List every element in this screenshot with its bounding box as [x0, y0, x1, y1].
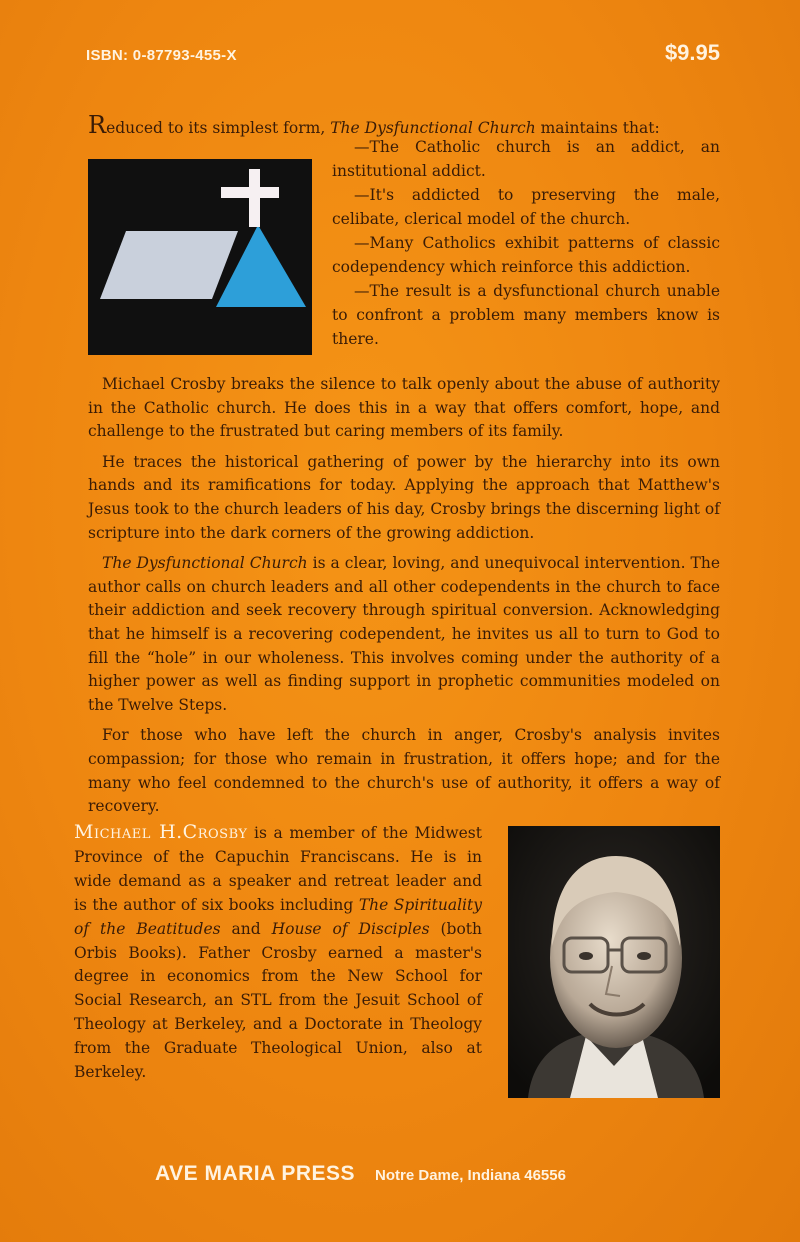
author-name: Michael H.Crosby — [74, 821, 248, 843]
author-photo — [508, 826, 720, 1098]
paragraph-3-text: is a clear, loving, and unequivocal intervention. The author calls on church leaders and all other codependents in the church to face their addiction and seek recovery through spiritual conversion. Acknowledging that he himself is a recovering codependent, he invites us all to turn to God to fill the “hole” in our wholeness. This involves coming under the authority of a higher power as well as finding support in prophetic communities modeled on the Twelve Steps. — [88, 554, 720, 714]
paragraph-1: Michael Crosby breaks the silence to talk openly about the abuse of authority in the Catholic church. He does this in a way that offers comfort, hope, and challenge to the frustrated but caring members of its family. — [88, 375, 720, 441]
isbn-label: ISBN: 0-87793-455-X — [86, 47, 237, 64]
publisher-logo-image — [88, 159, 312, 355]
bio-book-2: House of Disciples — [271, 919, 430, 938]
paragraph-4: For those who have left the church in anger, Crosby's analysis invites compassion; for those who remain in frustration, it offers hope; and for the many who feel condemned to the church's use of authority, it offers a way of recovery. — [88, 726, 720, 816]
bio-book-1: The Spirituality of the Beatitudes — [74, 895, 482, 938]
paragraph-2: He traces the historical gathering of power by the hierarchy into its own hands and its ramifications for today. Applying the approach that Matthew's Jesus took to the church leaders of his day, Crosby brings the discerning light of scripture into the dark corners of the growing addiction. — [88, 452, 720, 542]
author-portrait-image — [508, 826, 720, 1098]
list-item: —The Catholic church is an addict, an institutional addict. — [332, 138, 720, 180]
list-item: —The result is a dysfunctional church unable to confront a problem many members know is there. — [332, 282, 720, 348]
description-body — [88, 373, 720, 826]
publisher-address: Notre Dame, Indiana 46556 — [375, 1167, 566, 1184]
list-item: —Many Catholics exhibit patterns of classic codependency which reinforce this addiction. — [332, 234, 720, 276]
paragraph-3-title: The Dysfunctional Church — [102, 554, 308, 573]
intro-book-title: The Dysfunctional Church — [330, 119, 536, 137]
bio-text-1: is a member of the Midwest Province of the Capuchin Franciscans. He is in wide demand as a speaker and retreat leader and is the author of six books including — [74, 824, 482, 914]
publisher-name: AVE MARIA PRESS — [155, 1162, 356, 1185]
publisher-footer — [155, 1162, 566, 1186]
author-bio — [74, 821, 482, 1085]
intro-text-end: maintains that: — [535, 119, 660, 137]
intro-text: educed to its simplest form, — [106, 119, 331, 137]
claims-list — [332, 135, 720, 351]
paragraph-3 — [88, 552, 720, 717]
bio-text-2: and — [220, 919, 272, 938]
cross-triangle-icon — [88, 159, 312, 355]
price-label: $9.95 — [664, 40, 720, 65]
intro-drop-letter: R — [88, 111, 107, 139]
list-item: —It's addicted to preserving the male, celibate, clerical model of the church. — [332, 186, 720, 228]
bio-text-3: (both Orbis Books). Father Crosby earned a master's degree in economics from the New School for Social Research, an STL from the Jesuit School of Theology at Berkeley, and a Doctorate in Theology from the Graduate Theological Union, also at Berkeley. — [74, 919, 482, 1082]
